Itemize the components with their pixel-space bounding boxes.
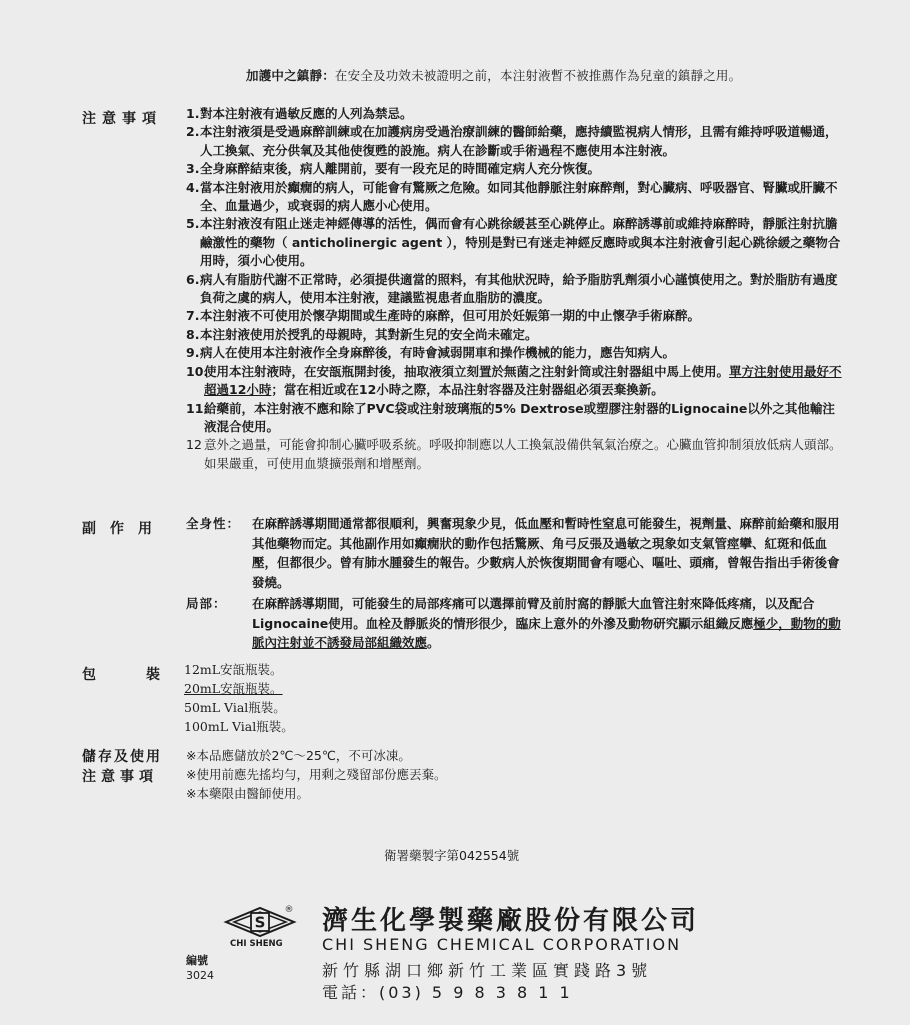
- storage-list: [186, 746, 446, 803]
- precautions-label: 注意事項: [82, 111, 162, 127]
- storage-item: ※使用前應先搖均勻，用剩之殘留部份應丟棄。: [186, 767, 447, 782]
- note-item: 9. 病人在使用本注射液作全身麻醉後，有時會減弱開車和操作機械的能力，應告知病人。: [186, 345, 676, 361]
- note-item: 4. 當本注射液用於癲癇的病人，可能會有驚厥之危險。如同其他靜脈注射麻醉劑，對心臟病、呼吸器官、腎臟或肝臟不全、血量過少，或衰弱的病人應小心使用。: [186, 179, 838, 214]
- company-phone: 電話：(03) 5 9 8 3 8 1 1: [322, 983, 573, 1002]
- note-item: 6. 病人有脂肪代謝不正常時，必須提供適當的照料，有其他狀況時，給予脂肪乳劑須小心謹慎使用之。對於脂肪有過度負荷之虞的病人，使用本注射液，建議監視患者血脂肪的濃度。: [186, 271, 838, 306]
- underlined-warning: 單方注射使用最好不超過12小時: [204, 363, 842, 398]
- company-name-zh: 濟生化學製藥廠股份有限公司: [322, 906, 700, 936]
- packaging-label: 包裝: [82, 667, 210, 683]
- storage-item: ※本藥限由醫師使用。: [186, 786, 309, 801]
- packaging-list: [184, 660, 294, 736]
- packaging-item: 100mL Vial瓶裝。: [184, 719, 294, 734]
- company-address: 新竹縣湖口鄉新竹工業區實踐路3號: [322, 961, 653, 980]
- note-item: 5. 本注射液沒有阻止迷走神經傳導的活性，偶而會有心跳徐緩甚至心跳停止。麻醉誘導前或維持麻醉時，靜脈注射抗膽鹼激性的藥物（ anticholinergic agent ），特別是對已有迷走神經反應時或與本注射液會引起心跳徐緩之藥物合用時，須小心使用。: [186, 216, 841, 269]
- systemic-text: 在麻醉誘導期間通常都很順利，興奮現象少見，低血壓和暫時性窒息可能發生，視劑量、麻醉前給藥和服用其他藥物而定。其他副作用如癲癇狀的動作包括驚厥、角弓反張及過敏之現象如支氣管痙攣、紅斑和低血壓，但都很少。曾有肺水腫發生的報告。少數病人於恢復期間會有噁心、嘔吐、頭痛，曾報告指出手術後會發燒。: [252, 516, 840, 590]
- local-text: 在麻醉誘導期間，可能發生的局部疼痛可以選擇前臂及前肘窩的靜脈大血管注射來降低疼痛，以及配合Lignocaine使用。血栓及靜脈炎的情形很少，臨床上意外的外滲及動物研究顯示組織反應極少，動物的動脈內注射並不誘發局部組織效應。: [252, 596, 841, 650]
- note-item: 8. 本注射液使用於授乳的母親時，其對新生兒的安全尚未確定。: [186, 326, 538, 342]
- local-label: 局部：: [186, 596, 227, 611]
- packaging-item: 20mL安瓿瓶裝。: [184, 681, 283, 696]
- license-number: 衛署藥製字第042554號: [384, 848, 520, 863]
- systemic-label: 全身性：: [186, 516, 241, 531]
- packaging-item: 12mL安瓿瓶裝。: [184, 662, 283, 677]
- note-item: 12 意外之過量，可能會抑制心臟呼吸系統。呼吸抑制應以人工換氣設備供氧氣治療之。心臟血管抑制須放低病人頭部。如果嚴重，可使用血漿擴張劑和增壓劑。: [186, 437, 842, 471]
- note-item: 7. 本注射液不可使用於懷孕期間或生產時的麻醉，但可用於妊娠第一期的中止懷孕手術麻醉。: [186, 308, 701, 324]
- storage-item: ※本品應儲放於2℃～25℃，不可冰凍。: [186, 748, 411, 763]
- precautions-list: [186, 105, 846, 473]
- note-text: 在安全及功效未被證明之前，本注射液暫不被推薦作為兒童的鎮靜之用。: [334, 68, 742, 83]
- note-item: 1. 對本注射液有過敏反應的人列為禁忌。: [186, 106, 413, 121]
- note-item: 10. 使用本注射液時，在安瓿瓶開封後，抽取液須立刻置於無菌之注射針筒或注射器組中馬上使用。單方注射使用最好不超過12小時；當在相近或在12小時之際，本品注射容器及注射器組必須丟棄換新。: [186, 363, 842, 398]
- note-lead: 加護中之鎮靜：: [246, 68, 335, 83]
- note-item: 11. 給藥前，本注射液不應和除了PVC袋或注射玻璃瓶的5% Dextrose或塑膠注射器的Lignocaine以外之其他輸注液混合使用。: [186, 400, 835, 434]
- company-name-en: CHI SHENG CHEMICAL CORPORATION: [322, 935, 682, 954]
- note-item: 2. 本注射液須是受過麻醉訓練或在加護病房受過治療訓練的醫師給藥，應持續監視病人情形，且需有維持呼吸道暢通，人工換氣、充分供氧及其他使復甦的設施。病人在診斷或手術過程不應使用本注射液。: [186, 124, 838, 158]
- pediatric-sedation-note: [246, 66, 741, 84]
- note-item: 3. 全身麻醉結束後，病人離開前，要有一段充足的時間確定病人充分恢復。: [186, 161, 601, 177]
- logo-caption: CHI SHENG: [230, 939, 283, 949]
- packaging-item: 50mL Vial瓶裝。: [184, 700, 286, 715]
- side-effects-label: 副作用: [82, 521, 166, 537]
- svg-text:®: ®: [284, 905, 294, 915]
- side-effects-block: [186, 514, 846, 655]
- storage-label: 儲存及使用 注意事項: [82, 749, 162, 785]
- svg-text:S: S: [254, 913, 266, 932]
- document-code: 編號 3024: [186, 954, 214, 982]
